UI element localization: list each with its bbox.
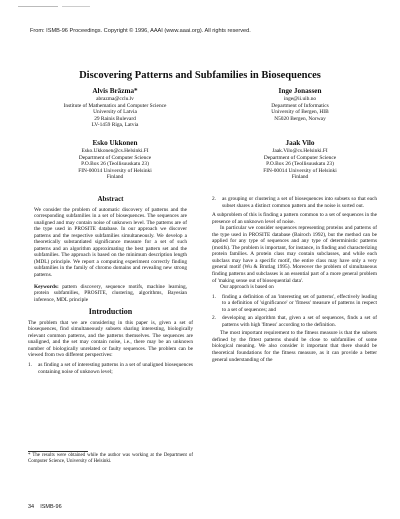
author-block-3 [40,139,190,181]
author-address: LV-1459 Riga, Latvia [91,122,139,128]
author-email: Esko.Ukkonen@cs.Helsinki.FI [81,148,149,154]
author-address: 29 Rainis Bulevard [94,115,136,122]
author-address: Finland [106,174,124,180]
author-affiliation: Department of Computer Science [263,154,337,161]
body-paragraph: The most important requirement to the fitness measure is that the subsets defined by the fittest patterns should be close to subfamilies of some biological meaning. We also consider it important that there should be theoretical foundations for the fitness measure, as it can provide a better general understanding of the [212,330,377,363]
author-block-1 [40,87,190,129]
page-number: 34 ISMB-96 [28,504,62,510]
abstract-heading: Abstract [97,195,124,203]
list-text: as finding a set of interesting patterns in a set of unaligned biosequences containing noise of unknown level; [38,362,193,375]
list-item [212,196,377,209]
author-address: FIN-00014 University of Helsinki [78,167,152,174]
author-block-2 [225,87,375,122]
keywords-label: Keywords: [34,283,59,290]
author-email: Jaak.Vilo@cs.Helsinki.FI [272,148,328,154]
header-rule [18,6,58,7]
author-address: FIN-00014 University of Helsinki [263,167,337,174]
left-column [28,196,193,377]
author-address: Finland [291,174,309,180]
author-affiliation: Institute of Mathematics and Computer Science [63,102,167,109]
footnote: * The results were obtained while the author was working at the Department of Computer Science, University of Helsinki. [28,453,193,464]
author-address: N5020 Bergen, Norway [274,115,326,122]
author-affiliation: Department of Computer Science [78,154,152,161]
body-paragraph: A subproblem of this is finding a pattern common to a set of sequences in the presence of an unknown level of noise. [212,212,377,225]
body-paragraph: Our approach is based on [220,284,274,291]
list-number: 1. [28,362,32,369]
author-affiliation: University of Latvia [93,109,137,115]
keywords-text: pattern discovery, sequence motifs, machine learning, protein subfamilies, PROSITE, clustering, algorithms, Bayesian inference, MDL principle [34,283,188,303]
keywords-paragraph [28,284,193,304]
right-column [212,196,377,363]
list-item [212,294,377,314]
abstract-text: We consider the problem of automatic discovery of patterns and the corresponding subfamilies in a set of biosequences. The sequences are unaligned and may contain noise of unknown level. The patterns are of the type used in PROSITE database. In our approach we discover patterns and the respective subfamilies simultaneously. We develop a theoretically substantiated significance measure for a set of such patterns and an algorithm approximating the best pattern set and the subfamilies. The approach is based on the minimum description length (MDL) principle. We report a computing experiment correctly finding subfamilies in the family of chromo domains and revealing new strong patterns. [34,206,187,279]
author-address: P.O.Box 26 (Teollisuuskatu 23) [266,161,334,167]
author-name: Alvis Brāzma* [92,87,138,95]
list-number: 2. [212,315,216,322]
author-email: abrazma@cclu.lv [96,96,134,102]
author-affiliation: Department of Informatics [271,102,329,109]
body-paragraph: In particular we consider sequences representing proteins and patterns of the type used in PROSITE database (Bairoch 1992), but the method can be applied for any type of sequences and any type of deterministic patterns (motifs). The problem is important, for instance, in finding and characterizing protein families. A protein class may contain subclasses, and while each subclass may have a specific motif, the entire class may have only a very general motif (Wu & Brutlag 1995). Moreover the problem of simultaneous finding patterns and subclasses is an essential part of a more general problem of 'making sense out of biosequential data'. [212,225,377,284]
author-block-4 [225,139,375,181]
source-line: From: ISMB-96 Proceedings. Copyright © 1996, AAAI (www.aaai.org). All rights reserved. [30,28,251,34]
author-affiliation: University of Bergen, HIB [271,109,329,115]
list-item [212,315,377,328]
author-address: P.O.Box 26 (Teollisuuskatu 23) [81,161,149,167]
paper-title: Discovering Patterns and Subfamilies in Biosequences [79,70,321,81]
list-text: finding a definition of an 'interesting set of patterns', effectively leading to a definition of 'significance' or 'fitness' measure of patterns in respect to a set of sequences; and [222,293,377,313]
author-name: Inge Jonassen [278,87,322,95]
list-text: developing an algorithm that, given a set of sequences, finds a set of patterns with high 'fitness' according to the definition. [222,315,377,328]
list-number: 2. [212,196,216,202]
list-item [28,362,193,375]
introduction-heading: Introduction [88,307,133,317]
author-name: Jaak Vilo [285,139,315,147]
intro-paragraph: The problem that we are considering in this paper is, given a set of biosequences, find simultaneously subsets sharing interesting, biologically relevant common patterns, and the patterns themselves. The sequences are unaligned, and the set may contain noise, i.e., there may be an unknown number of biologically unrelated or faulty sequences. The problem can be viewed from two different perspectives: [28,319,193,359]
author-email: inge@ii.uib.no [283,96,317,102]
list-number: 1. [212,293,216,300]
header-rule-secondary [62,6,90,7]
footnote-rule [28,451,88,452]
author-name: Esko Ukkonen [92,139,138,147]
list-text: as grouping or clustering a set of biosequences into subsets so that each subset shares a distinct common pattern and the noise is sorted out. [222,196,377,209]
